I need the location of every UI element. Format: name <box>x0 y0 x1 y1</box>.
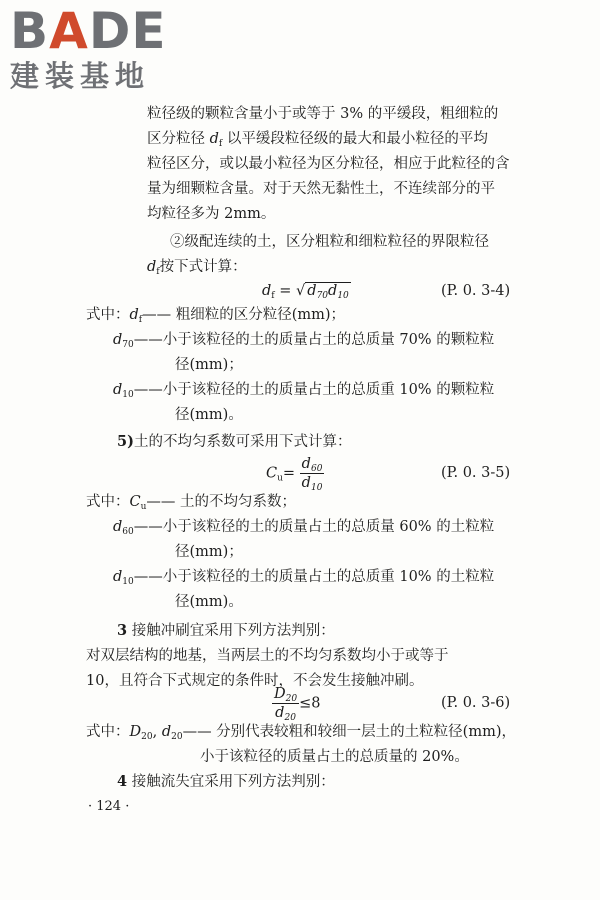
variable-definition: 式中：$d_f——$ 粗细粒的区分粒径(mm)； <box>86 307 346 325</box>
variable-definition: $d_{60}——$小于该粒径的土的质量占土的总质量 60% 的土粒粒 <box>113 519 495 537</box>
text-line: 粒径级的颗粒含量小于或等于 3% 的平缓段，粗细粒的 <box>147 106 499 122</box>
text-line: 径(mm)。 <box>175 407 243 423</box>
variable-definition: $d_{10}——$小于该粒径的土的质量占土的总质重 10% 的颗粒粒 <box>113 382 495 400</box>
equation-number: (P. 0. 3-5) <box>441 465 511 481</box>
equation-p036: $\frac{D_{20}}{d_{20}}$ ≤8 <box>274 686 321 723</box>
text-line: ②级配连续的土，区分粗粒和细粒粒径的界限粒径 <box>170 234 489 250</box>
page-number: · 124 · <box>88 799 130 814</box>
logo-wordmark: BADE <box>10 2 167 60</box>
text-line: $d_f$按下式计算： <box>147 259 247 277</box>
text-line: 量为细颗粒含量。对于天然无黏性土，不连续部分的平 <box>147 181 495 197</box>
variable-definition: 式中：$D_{20}$, $d_{20}——$ 分别代表较粗和较细一层土的土粒粒径(mm)， <box>86 724 516 742</box>
text-line: 径(mm)； <box>175 544 243 560</box>
text-line: 均粒径多为 2mm。 <box>147 206 276 222</box>
text-line: 粒径区分，或以最小粒径为区分粒径，相应于此粒径的含 <box>147 156 510 172</box>
variable-definition: $d_{10}——$小于该粒径的土的质量占土的总质重 10% 的土粒粒 <box>113 569 495 587</box>
list-item: 4 接触流失宜采用下列方法判别： <box>117 773 335 790</box>
logo-subtitle: 建装基地 <box>10 59 151 93</box>
publisher-logo <box>10 2 180 96</box>
text-line: 对双层结构的地基，当两层土的不均匀系数均小于或等于 <box>86 648 449 664</box>
text-line: 径(mm)。 <box>175 594 243 610</box>
equation-p035: $C_u=$ $\frac{d_{60}}{d_{10}}$ <box>266 456 323 493</box>
equation-number: (P. 0. 3-6) <box>441 695 511 711</box>
text-line: 径(mm)； <box>175 357 243 373</box>
text-line: 小于该粒径的质量占土的总质量的 20%。 <box>200 749 469 765</box>
variable-definition: $d_{70}——$小于该粒径的土的质量占土的总质量 70% 的颗粒粒 <box>113 332 495 350</box>
equation-p034: $d_f$ = √ $d_{70}d_{10}$ <box>262 283 349 301</box>
text-line: 10，且符合下式规定的条件时，不会发生接触冲刷。 <box>86 673 424 689</box>
list-item: 5)土的不均匀系数可采用下式计算： <box>117 433 352 450</box>
text-line: 区分粒径 $d_f$ 以平缓段粒径级的最大和最小粒径的平均 <box>147 131 488 149</box>
equation-number: (P. 0. 3-4) <box>441 283 511 299</box>
variable-definition: 式中：$C_u——$ 土的不均匀系数； <box>86 494 297 512</box>
list-item: 3 接触冲刷宜采用下列方法判别： <box>117 622 335 639</box>
